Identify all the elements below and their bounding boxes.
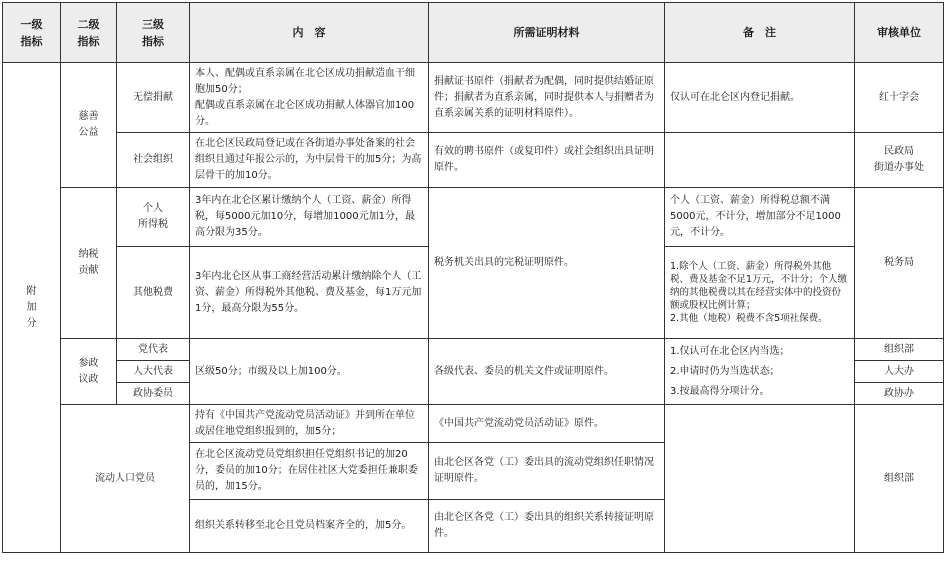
politics-note-3: 3.按最高得分项计分。 — [670, 385, 770, 397]
politics-content: 区级50分；市级及以上加100分。 — [190, 339, 429, 405]
party-content-2: 在北仑区流动党员党组织担任党组织书记的加20分，委员的加10分；在居住社区大党委担任兼职委员的，加15分。 — [190, 443, 429, 500]
table-row — [3, 188, 944, 247]
table-row — [3, 405, 944, 443]
tax-sub-income: 个人 所得税 — [117, 188, 190, 247]
charity-org-note — [665, 133, 855, 188]
header-level2: 二级 指标 — [61, 3, 117, 63]
politics-note-1: 1.仅认可在北仑区内当选； — [670, 345, 790, 357]
tax-other-note: 1.除个人（工资、薪金）所得税外其他税、费及基金不足1万元，不计分；个人缴纳的其他税费以其在经营实体中的投资份额或股权比例计算； 2.其他（地税）税费不含5项社保费。 — [665, 247, 855, 339]
charity-donation-note: 仅认可在北仑区内登记捐献。 — [665, 63, 855, 133]
level1-cell: 附 加 分 — [3, 63, 61, 553]
tax-income-content: 3年内在北仑区累计缴纳个人（工资、薪金）所得税，每5000元加10分，每增加1000元加1分，最高分限为35分。 — [190, 188, 429, 247]
tax-unit: 税务局 — [855, 188, 944, 339]
tax-material: 税务机关出具的完税证明原件。 — [429, 188, 665, 339]
charity-sub-donation: 无偿捐献 — [117, 63, 190, 133]
charity-donation-unit: 红十字会 — [855, 63, 944, 133]
politics-sub-cppcc: 政协委员 — [117, 383, 190, 405]
header-unit: 审核单位 — [855, 3, 944, 63]
tax-other-content: 3年内北仑区从事工商经营活动累计缴纳除个人（工资、薪金）所得税外其他税、费及基金，每1万元加1分，最高分限为55分。 — [190, 247, 429, 339]
party-content-1: 持有《中国共产党流动党员活动证》并到所在单位或居住地党组织报到的，加5分； — [190, 405, 429, 443]
politics-notes — [665, 339, 855, 405]
politics-note-2: 2.申请时仍为当选状态； — [670, 365, 780, 377]
party-note — [665, 405, 855, 553]
table-header-row — [3, 3, 944, 63]
politics-name: 参政 议政 — [61, 339, 117, 405]
charity-sub-org: 社会组织 — [117, 133, 190, 188]
charity-name: 慈善 公益 — [61, 63, 117, 188]
points-table — [2, 2, 944, 553]
tax-sub-other: 其他税费 — [117, 247, 190, 339]
politics-sub-npc: 人大代表 — [117, 361, 190, 383]
header-material: 所需证明材料 — [429, 3, 665, 63]
table-row — [3, 339, 944, 361]
charity-org-content: 在北仑区民政局登记或在各街道办事处备案的社会组织且通过年报公示的，为中层骨干的加5分；为高层骨干的加10分。 — [190, 133, 429, 188]
party-material-2: 由北仑区各党（工）委出具的流动党组织任职情况证明原件。 — [429, 443, 665, 500]
politics-sub-party: 党代表 — [117, 339, 190, 361]
party-content-3: 组织关系转移至北仑且党员档案齐全的，加5分。 — [190, 500, 429, 553]
charity-org-material: 有效的聘书原件（或复印件）或社会组织出具证明原件。 — [429, 133, 665, 188]
header-note: 备 注 — [665, 3, 855, 63]
party-name: 流动人口党员 — [61, 405, 190, 553]
charity-donation-content: 本人、配偶或直系亲属在北仑区成功捐献造血干细胞加50分； 配偶或直系亲属在北仑区成功捐献人体器官加100分。 — [190, 63, 429, 133]
table-row — [3, 133, 944, 188]
charity-org-unit: 民政局 街道办事处 — [855, 133, 944, 188]
tax-income-note: 个人（工资、薪金）所得税总额不满5000元，不计分，增加部分不足1000元，不计分。 — [665, 188, 855, 247]
tax-name: 纳税 贡献 — [61, 188, 117, 339]
header-level1: 一级 指标 — [3, 3, 61, 63]
header-content: 内 容 — [190, 3, 429, 63]
politics-unit-1: 组织部 — [855, 339, 944, 361]
table-row — [3, 63, 944, 133]
party-material-3: 由北仑区各党（工）委出具的组织关系转接证明原件。 — [429, 500, 665, 553]
politics-material: 各级代表、委员的机关文件或证明原件。 — [429, 339, 665, 405]
politics-unit-2: 人大办 — [855, 361, 944, 383]
party-unit: 组织部 — [855, 405, 944, 553]
party-material-1: 《中国共产党流动党员活动证》原件。 — [429, 405, 665, 443]
charity-donation-material: 捐献证书原件（捐献者为配偶，同时提供结婚证原件；捐献者为直系亲属，同时提供本人与捐赠者为直系亲属关系的证明材料原件）。 — [429, 63, 665, 133]
header-level3: 三级 指标 — [117, 3, 190, 63]
politics-unit-3: 政协办 — [855, 383, 944, 405]
